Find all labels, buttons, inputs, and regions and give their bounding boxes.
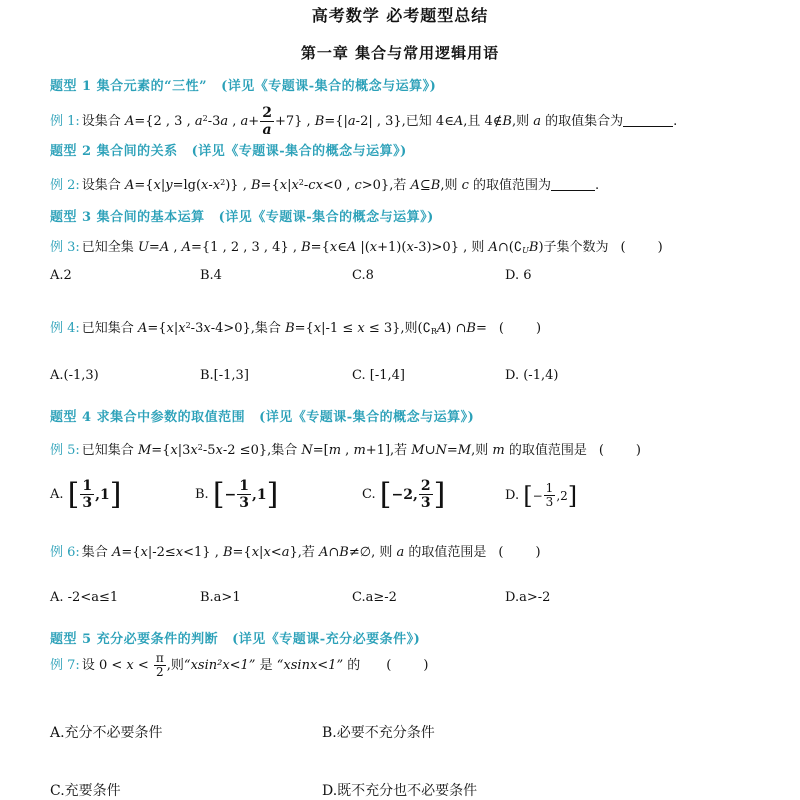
example-6-option-a: A. -2<a≤1 (50, 590, 119, 605)
example-1-text3: ,且 4∉ (463, 114, 503, 129)
example-7-text4: 的 (347, 658, 361, 673)
example-3-option-d: D. 6 (505, 268, 532, 283)
example-1-text2: ,已知 4∈ (401, 114, 454, 129)
example-5-paren: ( ) (598, 443, 643, 458)
example-7-label: 例 7: (50, 658, 80, 673)
example-7: 例 7: 设 0 < x < $\frac{\pi}{2}$ ,则“xsin²x<1” 是 “xsinx<1” 的 ( ) (50, 651, 431, 679)
example-7-quote1: “xsin²x<1” (183, 658, 256, 673)
example-7-option-b: B.必要不充分条件 (322, 725, 435, 741)
example-4: 例 4: 已知集合 $A=\{x|x^2-3x-4>0\}$,集合 B={x|-1 ≤ x ≤ 3},则$(∁_RA)$ ∩B= ( ) (50, 321, 544, 336)
type-2-ref: (详见《专题课-集合的概念与运算》) (191, 144, 407, 159)
example-4-text1: 已知集合 (81, 321, 138, 336)
example-6-paren: ( ) (498, 545, 543, 560)
type-4-ref: (详见《专题课-集合的概念与运算》) (259, 410, 475, 425)
type-1-heading (50, 75, 436, 94)
example-2-text3: ,则 (440, 178, 462, 193)
example-5-text1: 已知集合 (81, 443, 138, 458)
example-1-text1: 设集合 (81, 114, 125, 129)
type-3-label: 题型 3 集合间的基本运算 (50, 210, 205, 225)
example-5: 例 5: 已知集合 $M=\{x|3x^2-5x-2 \le 0\}$,集合 N=[m , m+1],若 M∪N=M,则 m 的取值范围是 ( ) (50, 443, 643, 458)
example-3-label: 例 3: (50, 240, 80, 255)
example-7-option-c: C.充要条件 (50, 783, 121, 799)
type-4-heading (50, 406, 474, 425)
type-3-ref: (详见《专题课-集合的概念与运算》) (218, 210, 434, 225)
example-6-label: 例 6: (50, 545, 80, 560)
example-7-option-a: A.充分不必要条件 (50, 725, 163, 741)
example-4-label: 例 4: (50, 321, 80, 336)
example-3-text2: 子集个数为 (543, 240, 609, 255)
example-5-text5: 的取值范围是 (504, 443, 587, 458)
example-5-text2: ,集合 (267, 443, 302, 458)
example-4-option-d: D. (-1,4) (505, 368, 559, 383)
example-4-text2: ,集合 (250, 321, 286, 336)
example-4-option-b: B.[-1,3] (200, 368, 249, 383)
example-3-option-c: C.8 (352, 268, 374, 283)
example-3-paren: ( ) (620, 240, 665, 255)
example-6-option-b: B.a>1 (200, 590, 241, 605)
example-6-text1: 集合 (81, 545, 112, 560)
page-title: 高考数学 必考题型总结 (311, 6, 489, 25)
example-7-text2: ,则 (166, 658, 184, 673)
example-4-option-c: C. [-1,4] (352, 368, 405, 383)
example-4-option-a: A.(-1,3) (50, 368, 99, 383)
example-5-option-a: A. [ $\frac{1}{3}$ ,1] (50, 476, 122, 512)
example-4-paren: ( ) (498, 321, 544, 336)
example-7-text3: 是 (259, 658, 273, 673)
type-5-heading (50, 628, 420, 647)
type-5-ref: (详见《专题课-充分必要条件》) (232, 632, 421, 647)
example-5-option-d: D. [− $\frac{1}{3}$ ,2] (505, 481, 578, 510)
type-2-label: 题型 2 集合间的关系 (50, 144, 178, 159)
example-5-option-c: C. [−2, $\frac{2}{3}$ ] (362, 476, 446, 512)
example-2-text2: ,若 (389, 178, 411, 193)
type-2-heading (50, 140, 407, 159)
example-5-option-b: B. [− $\frac{1}{3}$ ,1] (195, 476, 279, 512)
chapter-title: 第一章 集合与常用逻辑用语 (300, 44, 500, 62)
example-5-text3: ,若 (390, 443, 412, 458)
example-6-text3: , 则 (371, 545, 397, 560)
example-1-label: 例 1: (50, 114, 80, 129)
example-6-option-d: D.a>-2 (505, 590, 551, 605)
example-1-text5: 的取值集合为 (540, 114, 624, 129)
example-7-text1: 设 (81, 658, 99, 673)
example-2-text4: 的取值范围为 (468, 178, 552, 193)
example-2: 例 2: 设集合 $A=\{x|y=\lg(x-x^2)\}$ , $B=\{x|x^2-cx<0$ , c>0},若 A⊆B,则 c 的取值范围为 . (50, 178, 600, 193)
example-1-text4: ,则 (511, 114, 534, 129)
example-2-text1: 设集合 (81, 178, 125, 193)
example-7-paren: ( ) (386, 658, 431, 673)
example-4-text3: ,则 (400, 321, 418, 336)
example-3-option-a: A.2 (50, 268, 72, 283)
example-6-text4: 的取值范围是 (404, 545, 487, 560)
example-6: 例 6: 集合 A={x|-2≤x<1} , B={x|x<a},若 A∩B≠∅, 则 a 的取值范围是 ( ) (50, 545, 543, 560)
example-3-option-b: B.4 (200, 268, 222, 283)
example-3: 例 3: 已知全集 U=A , A={1 , 2 , 3 , 4} , B={x∈A |(x+1)(x-3)>0} , 则 $A\cap(∁_UB)$子集个数为 ( ) (50, 240, 665, 255)
type-1-label: 题型 1 集合元素的“三性” (50, 79, 208, 94)
example-5-text4: ,则 (471, 443, 493, 458)
example-7-option-d: D.既不充分也不必要条件 (322, 783, 478, 799)
example-6-option-c: C.a≥-2 (352, 590, 397, 605)
example-1: 例 1: 设集合 A={2 , 3 , $a^2-3a$ , a+ $\frac{2}{a}$ +7} , B={|a-2| , 3},已知 4∈A,且 4∉B,则 a 的取值集合为 . (50, 105, 678, 138)
type-4-label: 题型 4 求集合中参数的取值范围 (50, 410, 246, 425)
example-7-quote2: “xsinx<1” (276, 658, 344, 673)
example-6-text2: ,若 (297, 545, 319, 560)
type-5-label: 题型 5 充分必要条件的判断 (50, 632, 219, 647)
type-1-ref: (详见《专题课-集合的概念与运算》) (221, 79, 437, 94)
type-3-heading (50, 206, 434, 225)
example-5-label: 例 5: (50, 443, 80, 458)
example-2-label: 例 2: (50, 178, 80, 193)
example-3-text1: 已知全集 (81, 240, 138, 255)
